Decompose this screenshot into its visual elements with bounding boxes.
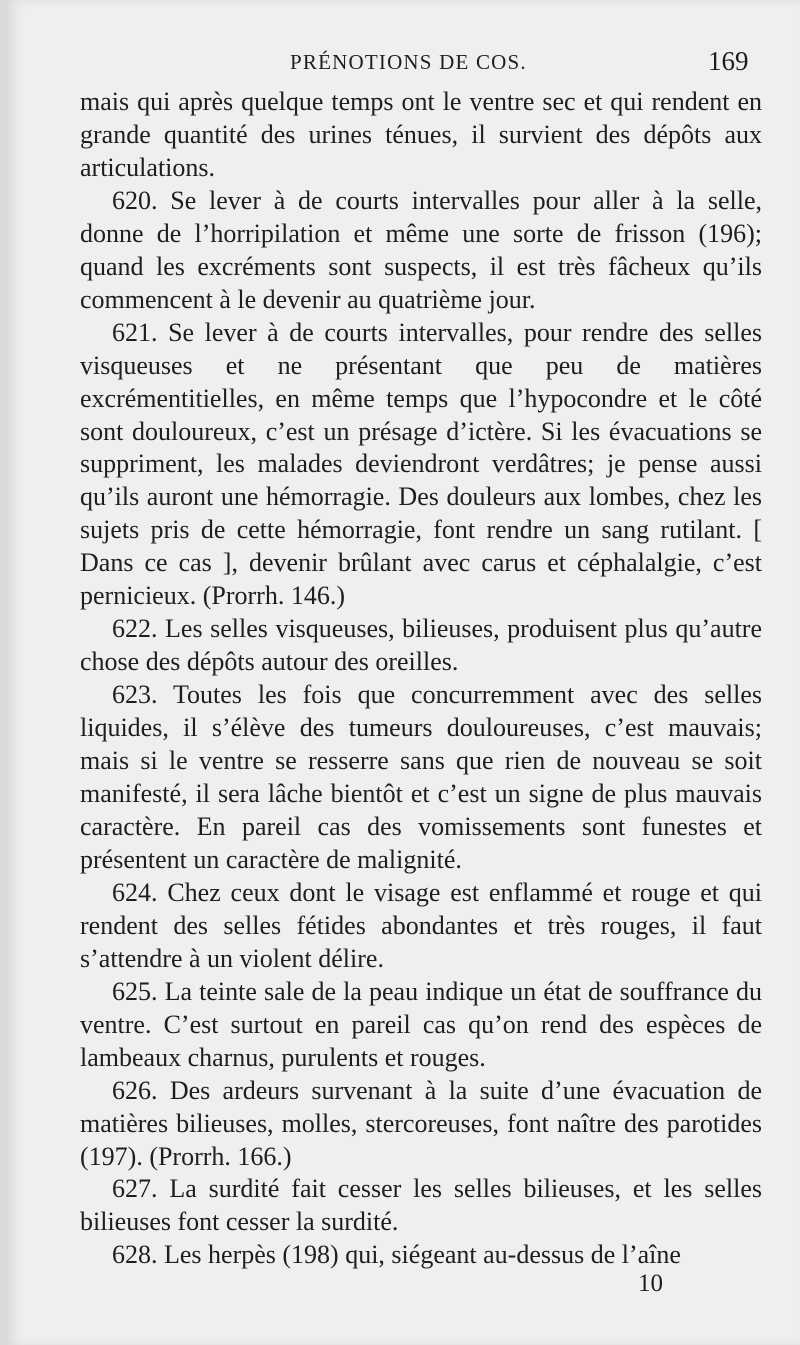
paragraph-number: 625. [112,976,158,1006]
paragraph-625 [80,976,762,1075]
paragraph-text: Des ardeurs survenant à la suite d’une évacuation de matières bilieuses, molles, stercoreuses, font naître des parotides (197). (Prorrh. 166.) [80,1075,762,1171]
running-head: PRÉNOTIONS DE COS. [290,50,527,74]
signature-mark: 10 [638,1270,663,1297]
paragraph-number: 626. [112,1075,158,1105]
paragraph-text: mais qui après quelque temps ont le ventre sec et qui rendent en grande quantité des urines ténues, il survient des dépôts aux articulations. [80,87,762,182]
paragraph-text: Toutes les fois que concurremment avec des selles liquides, il s’élève des tumeurs douloureuses, c’est mauvais; mais si le ventre se resserre sans que rien de nouveau se soit manifesté, il sera lâche bientôt et c’est un signe de plus mauvais caractère. En pareil cas des vomissements sont funestes et présentent un caractère de malignité. [80,680,763,874]
page-header [8,44,800,84]
paragraph-622 [80,613,762,679]
page-body [80,86,762,1272]
paragraph-text: Chez ceux dont le visage est enflammé et rouge et qui rendent des selles fétides abondantes et très rouges, il faut s’attendre à un violent délire. [80,877,763,973]
paragraph-text: Les selles visqueuses, bilieuses, produisent plus qu’autre chose des dépôts autour des oreilles. [80,614,762,677]
paragraph-text: Les herpès (198) qui, siégeant au-dessus de l’aîne [164,1240,681,1270]
paragraph-number: 621. [112,317,158,347]
page-number: 169 [708,46,749,76]
paragraph-number: 620. [112,185,158,215]
paragraph-text: La surdité fait cesser les selles bilieuses, et les selles bilieuses font cesser la surdité. [80,1174,763,1237]
paragraph-627 [80,1173,762,1239]
book-page [8,0,800,1345]
paragraph-621 [80,317,762,614]
paragraph-text: Se lever à de courts intervalles pour aller à la selle, donne de l’horripilation et même une sorte de frisson (196); quand les excréments sont suspects, il est très fâcheux qu’ils commencent à le devenir au quatrième jour. [80,185,763,314]
paragraph-text: La teinte sale de la peau indique un état de souffrance du ventre. C’est surtout en pareil cas qu’on rend des espèces de lambeaux charnus, purulents et rouges. [80,976,763,1072]
paragraph-continued [80,86,762,185]
paragraph-624 [80,877,762,976]
paragraph-text: Se lever à de courts intervalles, pour rendre des selles visqueuses et ne présentant que peu de matières excrémentitielles, en même temps que l’hypocondre et le côté sont douloureux, c’est un présage d’ictère. Si les évacuations se suppriment, les malades deviendront verdâtres; je pense aussi qu’ils auront une hémorragie. Des douleurs aux lombes, chez les sujets pris de cette hémorragie, font rendre un sang rutilant. [ Dans ce cas ], devenir brûlant avec carus et céphalalgie, c’est pernicieux. (Prorrh. 146.) [80,317,763,611]
paragraph-623 [80,679,762,877]
paragraph-628 [80,1239,762,1272]
paragraph-number: 622. [112,614,158,644]
paragraph-number: 623. [112,680,158,710]
paragraph-number: 627. [112,1174,158,1204]
paragraph-number: 624. [112,877,158,907]
paragraph-626 [80,1075,762,1174]
paragraph-number: 628. [112,1240,158,1270]
paragraph-620 [80,185,762,317]
